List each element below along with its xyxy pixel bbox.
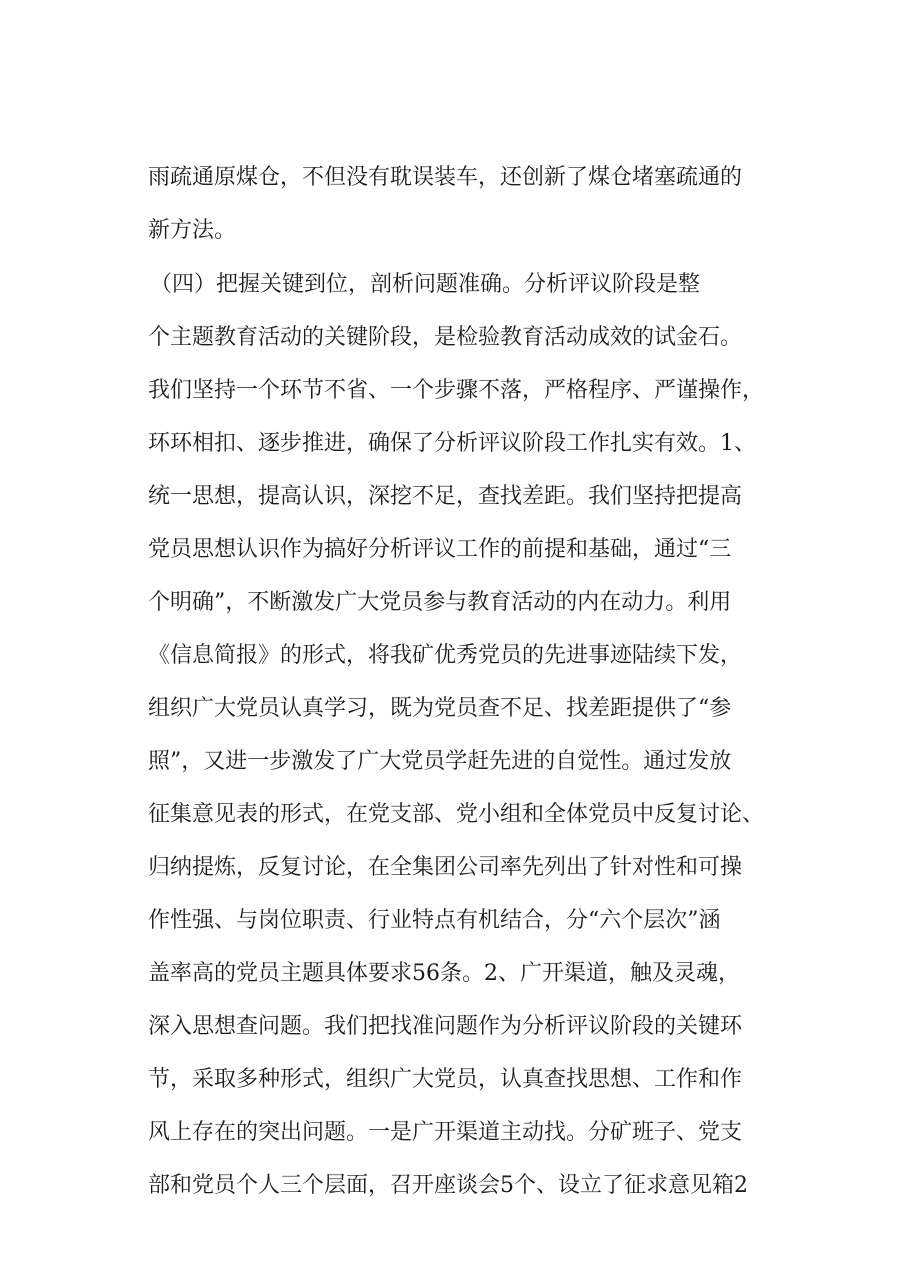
text-line: 个主题教育活动的关键阶段，是检验教育活动成效的试金石。	[148, 325, 743, 350]
text-line: 节，采取多种形式，组织广大党员，认真查找思想、工作和作	[148, 1067, 743, 1092]
text-line: （四）把握关键到位，剖析问题准确。分析评议阶段是整	[150, 272, 701, 297]
text-line: 个明确”，不断激发广大党员参与教育活动的内在动力。利用	[148, 590, 732, 615]
text-line: 《信息简报》的形式，将我矿优秀党员的先进事迹陆续下发，	[148, 643, 743, 668]
text-line: 深入思想查问题。我们把找准问题作为分析评议阶段的关键环	[148, 1014, 743, 1039]
text-line: 归纳提炼，反复讨论，在全集团公司率先列出了针对性和可操	[148, 855, 743, 880]
text-line: 新方法。	[148, 218, 237, 243]
text-line: 我们坚持一个环节不省、一个步骤不落，严格程序、严谨操作，	[148, 378, 765, 403]
text-line: 党员思想认识作为搞好分析评议工作的前提和基础，通过“三	[148, 537, 732, 562]
text-line: 统一思想，提高认识，深挖不足，查找差距。我们坚持把提高	[148, 484, 743, 509]
text-line: 组织广大党员认真学习，既为党员查不足、找差距提供了“参	[148, 696, 732, 721]
text-line: 盖率高的党员主题具体要求56条。2、广开渠道，触及灵魂，	[148, 961, 740, 986]
text-line: 作性强、与岗位职责、行业特点有机结合，分“六个层次”涵	[148, 908, 721, 933]
text-line: 环环相扣、逐步推进，确保了分析评议阶段工作扎实有效。1、	[148, 431, 756, 456]
text-line: 雨疏通原煤仓，不但没有耽误装车，还创新了煤仓堵塞疏通的	[148, 165, 743, 190]
text-line: 部和党员个人三个层面，召开座谈会5个、设立了征求意见箱2	[148, 1173, 748, 1198]
text-line: 征集意见表的形式，在党支部、党小组和全体党员中反复讨论、	[148, 802, 765, 827]
text-line: 风上存在的突出问题。一是广开渠道主动找。分矿班子、党支	[148, 1120, 743, 1145]
text-line: 照”，又进一步激发了广大党员学赶先进的自觉性。通过发放	[148, 749, 732, 774]
